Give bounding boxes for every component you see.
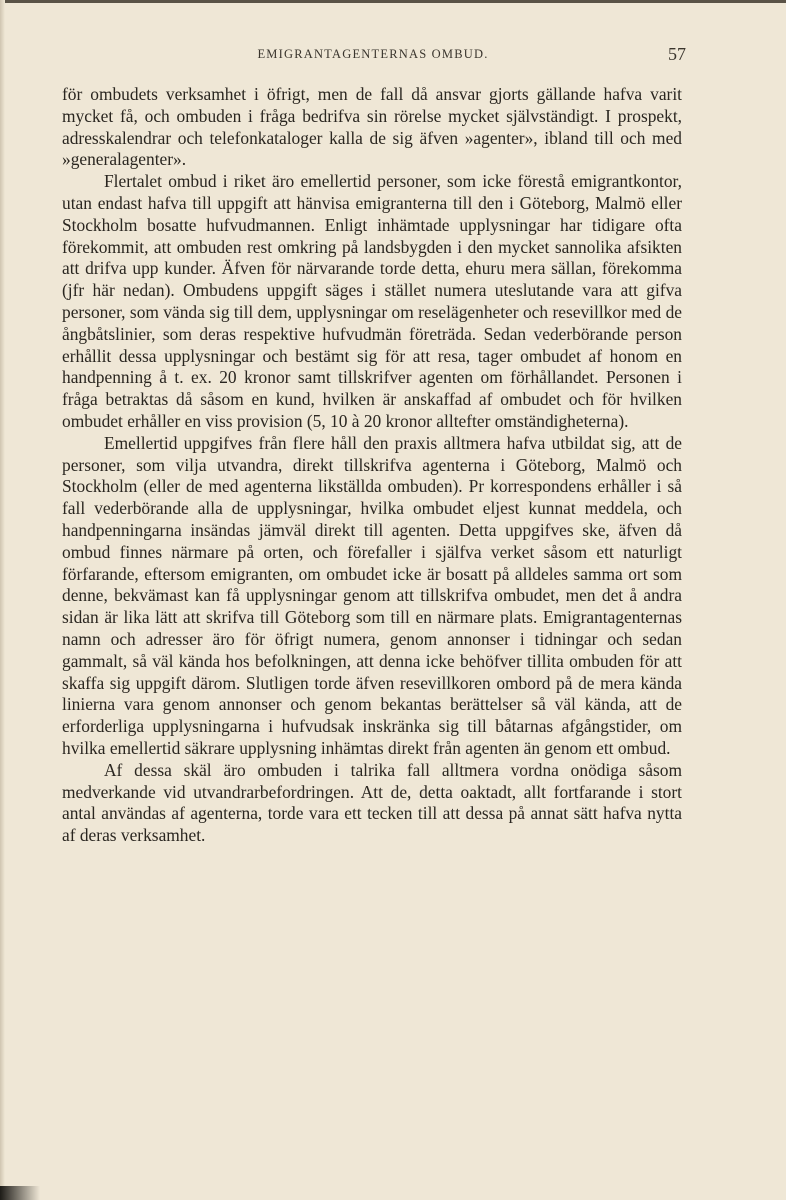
- page-header: [60, 44, 686, 68]
- page-gutter-shadow: [0, 0, 5, 1200]
- page-number: 57: [668, 44, 686, 64]
- running-head: EMIGRANTAGENTERNAS OMBUD.: [257, 47, 489, 61]
- paragraph: Af dessa skäl äro ombuden i talrika fall alltmera vordna onödiga såsom medverkande vid utvandrarbefordringen. Att de, detta oaktadt, allt fortfarande i stort antal användas af agenterna, torde vara ett tecken till att dessa på annat sätt hafva nytta af deras verksamhet.: [62, 759, 682, 846]
- paragraph: Flertalet ombud i riket äro emellertid personer, som icke förestå emigrantkontor, utan endast hafva till uppgift att hänvisa emigranterna till den i Göteborg, Malmö eller Stockholm bosatte hufvudmannen. Enligt inhämtade upplysningar har tidigare ofta förekommit, att ombuden rest omkring på landsbygden i den mycket sannolika afsikten att drifva upp kunder. Äfven för närvarande torde detta, ehuru mera sällan, förekomma (jfr här nedan). Ombudens uppgift säges i stället numera uteslutande vara att gifva personer, som vända sig till dem, upplysningar om reselägenheter och resevillkor med de ångbåtslinier, som deras respektive hufvudmän företräda. Sedan vederbörande person erhållit dessa upplysningar och bestämt sig för att resa, tager ombudet af honom en handpenning å t. ex. 20 kronor samt tillskrifver agenten om förhållandet. Personen i fråga betraktas då såsom en kund, hvilken är anskaffad af ombudet och för hvilken ombudet erhåller en viss provision (5, 10 à 20 kronor alltefter omständigheterna).: [62, 171, 682, 431]
- page-corner-shadow: [0, 1186, 40, 1200]
- top-border-rule: [0, 0, 786, 3]
- paragraph: Emellertid uppgifves från flere håll den praxis alltmera hafva utbildat sig, att de personer, som vilja utvandra, direkt tillskrifva agenterna i Göteborg, Malmö och Stockholm (eller de med agenterna likställda ombuden). Pr korrespondens erhåller i så fall vederbörande alla de upplysningar, hvilka ombudet eljest kunnat meddela, och handpenningarna insändas jämväl direkt till agenten. Detta uppgifves ske, äfven då ombud finnes närmare på orten, och förefaller i själfva verket såsom ett naturligt förfarande, eftersom emigranten, om ombudet icke är bosatt på alldeles samma ort som denne, bekvämast kan få upplysningar genom att tillskrifva ombudet, men det å andra sidan är lika lätt att skrifva till Göteborg som till en närmare plats. Emigrantagenternas namn och adresser äro för öfrigt numera, genom annonser i tidningar och sedan gammalt, så väl kända hos befolkningen, att denna icke behöfver tillita ombuden för att skaffa sig uppgift därom. Slutligen torde äfven resevillkoren ombord på de mera kända linierna vara genom annonser och genom bekantas berättelser så väl kända, att de erforderliga upplysningarna i hufvudsak inskränka sig till båtarnas afgångstider, om hvilka emellertid säkrare upplysning inhämtas direkt från agenten än genom ett ombud.: [62, 432, 682, 758]
- paragraph: för ombudets verksamhet i öfrigt, men de fall då ansvar gjorts gällande hafva varit mycket få, och ombuden i fråga bedrifva sin rörelse mycket självständigt. I prospekt, adresskalendrar och telefonkataloger kalla de sig äfven »agenter», ibland till och med »generalagenter».: [62, 84, 682, 170]
- body-text: [62, 84, 682, 847]
